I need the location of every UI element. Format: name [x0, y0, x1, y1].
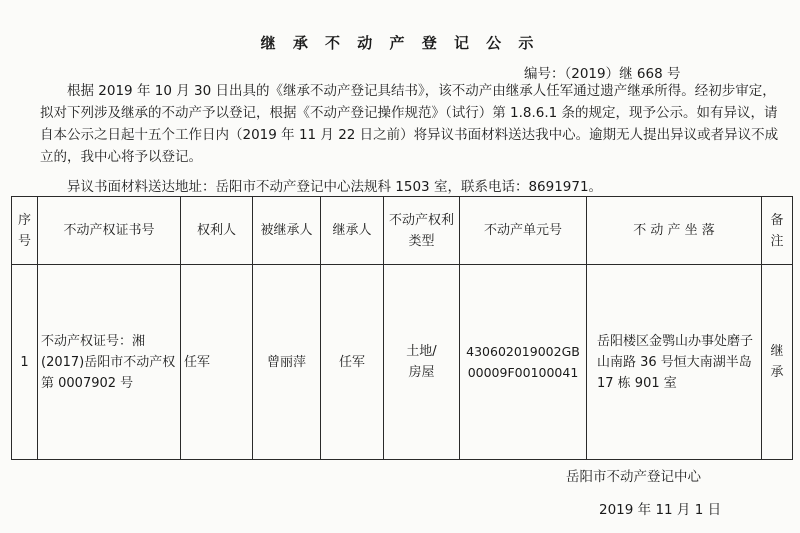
table-header-row	[12, 197, 793, 265]
header-holder: 权利人	[181, 197, 253, 265]
notice-paragraph-address: 异议书面材料送达地址：岳阳市不动产登记中心法规科 1503 室，联系电话：8691971。	[67, 179, 603, 195]
cell-right-type: 土地/房屋	[384, 265, 460, 460]
issuer-name: 岳阳市不动产登记中心	[566, 469, 701, 485]
cell-seq: 1	[12, 265, 38, 460]
issue-date: 2019 年 11 月 1 日	[599, 502, 722, 518]
header-right-type: 不动产权利类型	[384, 197, 460, 265]
header-location: 不 动 产 坐 落	[587, 197, 762, 265]
notice-paragraph-main: 根据 2019 年 10 月 30 日出具的《继承不动产登记具结书》，该不动产由继承人任军通过遗产继承所得。经初步审定， 拟对下列涉及继承的不动产予以登记，根据《不动产登记操作规范》（试行）第 1.8.6.1 条的规定，现予公示。如有异议，请自本公示之日起十五个工作日内（2019 年 11 月 22 日之前）将异议书面材料送达我中心。逾期无人提出异议或者异议不成立的，我中心将予以登记。	[40, 83, 779, 165]
header-remark: 备注	[762, 197, 793, 265]
table-row	[12, 265, 793, 460]
header-heir: 继承人	[321, 197, 384, 265]
cell-heir: 任军	[321, 265, 384, 460]
cell-unit-no: 430602019002GB00009F00100041	[460, 265, 587, 460]
cell-location: 岳阳楼区金鹗山办事处磨子山南路 36 号恒大南湖半岛 17 栋 901 室	[587, 265, 762, 460]
cell-decedent: 曾丽萍	[253, 265, 321, 460]
inheritance-table	[11, 196, 793, 460]
header-cert: 不动产权证书号	[38, 197, 181, 265]
cell-cert: 不动产权证号：湘(2017)岳阳市不动产权第 0007902 号	[38, 265, 181, 460]
header-decedent: 被继承人	[253, 197, 321, 265]
notice-title: 继 承 不 动 产 登 记 公 示	[260, 34, 540, 52]
header-unit-no: 不动产单元号	[460, 197, 587, 265]
cell-remark: 继承	[762, 265, 793, 460]
header-seq: 序号	[12, 197, 38, 265]
cell-holder: 任军	[181, 265, 253, 460]
document-number: 编号：（2019）继 668 号	[524, 66, 681, 82]
